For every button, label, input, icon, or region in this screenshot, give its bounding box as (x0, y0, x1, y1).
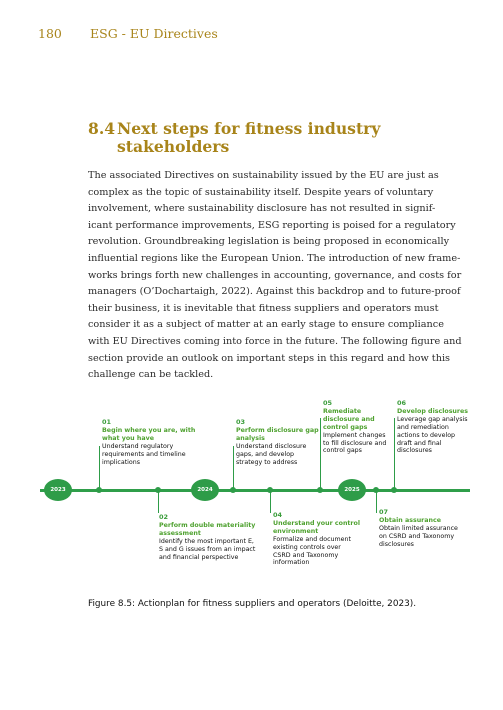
step-06 (397, 400, 468, 455)
step-description-line: Obtain limited assurance (379, 524, 458, 532)
figure-caption: Figure 8.5: Actionplan for fitness suppliers and operators (Deloitte, 2023). (88, 599, 417, 609)
body-line: works brings forth new challenges in accounting, governance, and costs for (88, 269, 462, 281)
step-title-line: Obtain assurance (379, 516, 442, 524)
step-description-line: existing controls over (273, 543, 341, 551)
step-description-line: and remediation (397, 423, 449, 431)
year-marker-2025: 2025 (338, 479, 366, 501)
body-line: revolution. Groundbreaking legislation is being proposed in economically (88, 236, 450, 248)
step-description-line: Implement changes (323, 431, 386, 439)
body-line: with EU Directives coming into force in the future. The following figure and (88, 335, 462, 347)
step-number: 02 (159, 513, 169, 521)
step-title-line: Perform double materiality (159, 521, 256, 529)
timeline-axis (40, 489, 470, 492)
section-title-line1: Next steps for fitness industry (117, 119, 381, 138)
body-line: challenge can be tackled. (88, 369, 214, 381)
step-04 (273, 512, 360, 567)
step-title-line: control gaps (323, 423, 368, 431)
step-description-line: requirements and timeline (102, 450, 186, 458)
step-number: 05 (323, 399, 333, 407)
step-description-line: gaps, and develop (236, 450, 295, 458)
step-description-line: information (273, 559, 310, 567)
section-heading (88, 120, 418, 156)
step-title-line: Perform disclosure gap (236, 426, 319, 434)
action-plan-timeline (40, 398, 470, 588)
step-description-line: disclosures (379, 540, 414, 548)
step-description-line: S and G issues from an impact (159, 545, 256, 553)
step-description-line: strategy to address (236, 458, 298, 466)
step-dot (373, 487, 379, 493)
step-title-line: assessment (159, 529, 201, 537)
section-number: 8.4 (88, 119, 116, 138)
body-line: involvement, where sustainability disclosure has not resulted in signif- (88, 203, 436, 215)
step-number: 03 (236, 418, 246, 426)
year-marker-2024: 2024 (191, 479, 219, 501)
step-number: 07 (379, 508, 389, 516)
body-line: section provide an outlook on important steps in this regard and how this (88, 352, 451, 364)
step-description-line: implications (102, 458, 141, 466)
step-number: 01 (102, 418, 112, 426)
step-dot (96, 487, 102, 493)
step-description-line: control gaps (323, 447, 362, 455)
step-05 (323, 400, 386, 455)
step-number: 06 (397, 399, 407, 407)
body-line: The associated Directives on sustainability issued by the EU are just as (88, 170, 439, 181)
step-07 (379, 509, 458, 549)
year-marker-2023: 2023 (44, 479, 72, 501)
step-title-line: environment (273, 527, 319, 535)
timeline-connector (233, 446, 234, 491)
step-description-line: Understand disclosure (236, 442, 307, 450)
step-dot (230, 487, 236, 493)
timeline-connector (158, 491, 159, 513)
body-line: influential regions like the European Union. The introduction of new frame- (88, 252, 461, 264)
step-description-line: disclosures (397, 447, 432, 455)
body-line: managers (O’Dochartaigh, 2022). Against this backdrop and to future-proof (88, 286, 461, 298)
step-description-line: Understand regulatory (102, 442, 174, 450)
step-title-line: Begin where you are, with (102, 426, 196, 434)
page-number: 180 (38, 26, 62, 41)
timeline-connector (320, 418, 321, 491)
step-description-line: CSRD and Taxonomy (273, 551, 339, 559)
body-line: their business, it is inevitable that fitness suppliers and operators must (88, 302, 439, 314)
step-number: 04 (273, 511, 283, 519)
body-paragraph (88, 168, 462, 384)
step-title-line: what you have (102, 434, 154, 442)
body-line: complex as the topic of sustainability itself. Despite years of voluntary (88, 186, 434, 198)
step-title-line: Remediate (323, 407, 362, 415)
step-dot (391, 487, 397, 493)
step-dot (317, 487, 323, 493)
step-title-line: disclosure and (323, 415, 375, 423)
step-description-line: on CSRD and Taxonomy (379, 532, 455, 540)
body-line: icant performance improvements, ESG reporting is poised for a regulatory (88, 219, 456, 231)
step-03 (236, 419, 319, 466)
step-description-line: draft and final (397, 439, 442, 447)
body-line: consider it as a subject of matter at an early stage to ensure compliance (88, 319, 444, 331)
step-description-line: Formalize and document (273, 535, 352, 543)
running-title: ESG - EU Directives (90, 26, 218, 41)
step-dot (155, 487, 161, 493)
step-description-line: Identify the most important E, (159, 537, 254, 545)
step-01 (102, 419, 195, 466)
timeline-connector (270, 491, 271, 513)
step-description-line: and financial perspective (159, 553, 239, 561)
step-title-line: analysis (236, 434, 265, 442)
step-title-line: Develop disclosures (397, 407, 469, 415)
timeline-connector (376, 491, 377, 513)
step-02 (159, 514, 255, 561)
step-dot (267, 487, 273, 493)
section-title-line2: stakeholders (117, 137, 230, 156)
timeline-connector (99, 446, 100, 491)
step-title-line: Understand your control (273, 519, 361, 527)
step-description-line: actions to develop (397, 431, 456, 439)
timeline-connector (394, 418, 395, 491)
step-description-line: to fill disclosure and (323, 439, 387, 447)
step-description-line: Leverage gap analysis (397, 415, 468, 423)
